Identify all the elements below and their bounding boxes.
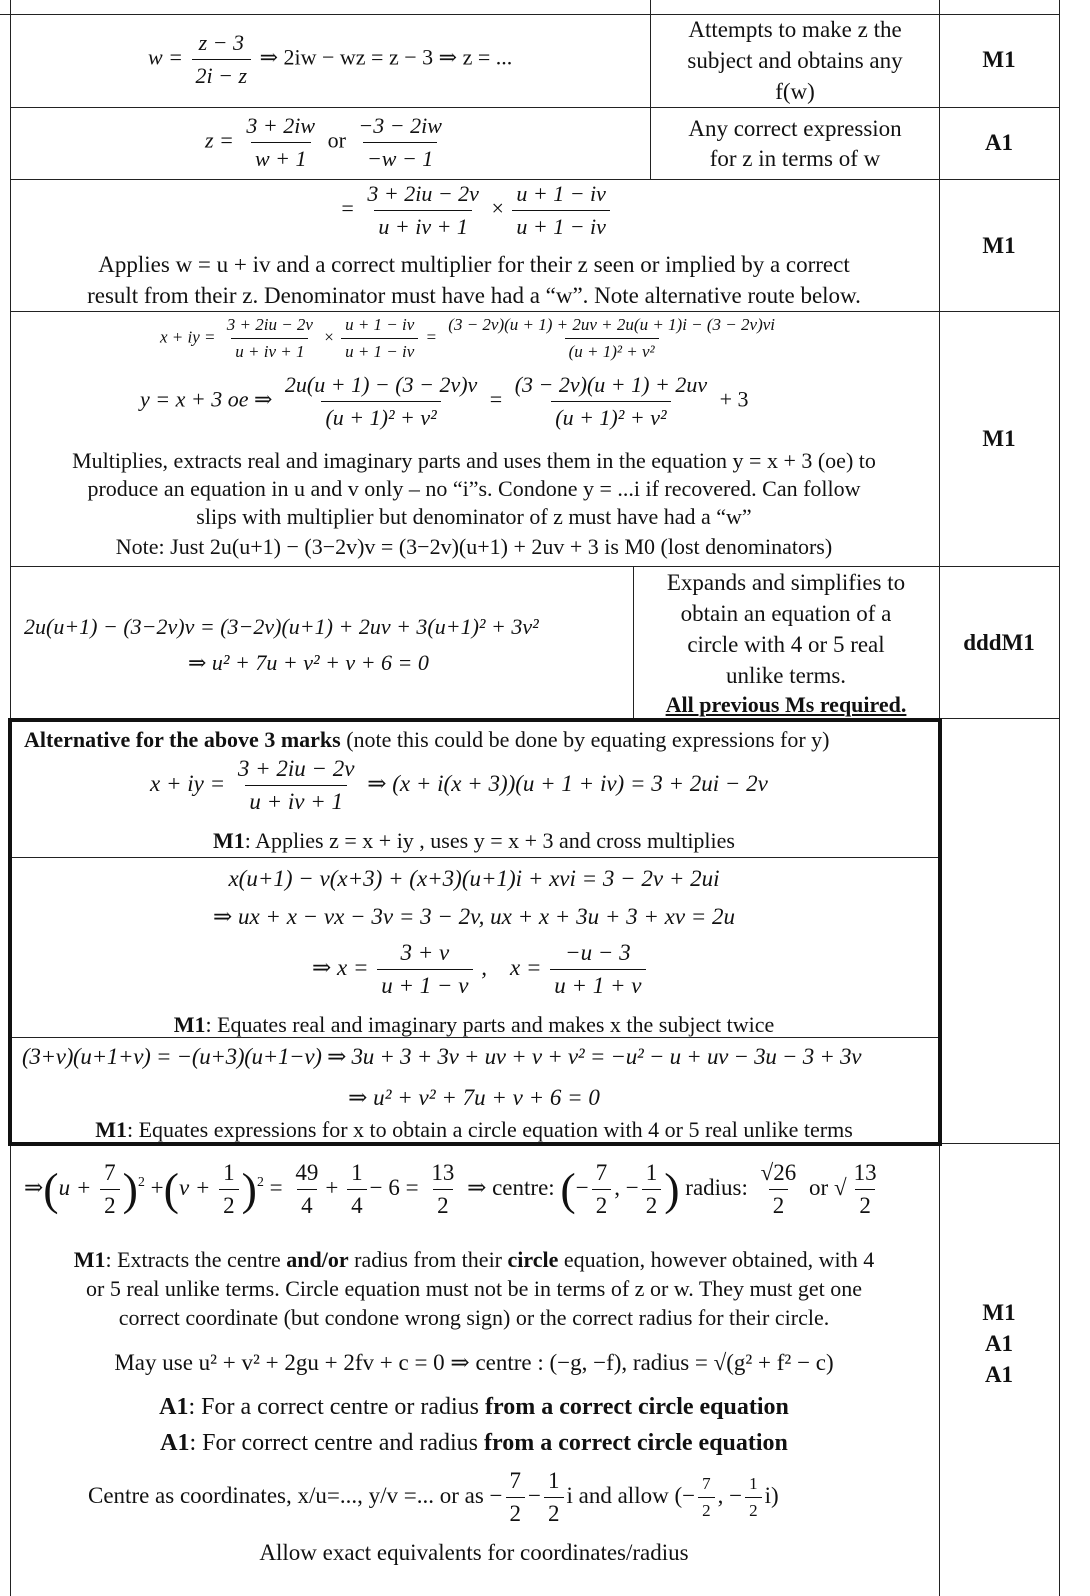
alt-m1a-note: M1: Applies z = x + iy , uses y = x + 3 and cross multiplies [213,828,735,853]
row3-note-line2: result from their z. Denominator must have had a “w”. Note alternative route below. [87,283,861,308]
row4-note-line3: slips with multiplier but denominator of z must have had a “w” [196,504,752,529]
row4-equation-small: x + iy = $\frac{3 + 2iu - 2v}{u + iv + 1}$ × $\frac{u + 1 - iv}{u + 1 - iv}$ = $\frac{(3 - 2v)(u + 1) + 2uv + 2u(u + 1)i - (3 - 2v)vi}{\text{(u + 1)² + v²}}$ [160,315,775,361]
final-m1-line3: correct coordinate (but condone wrong sign) or the correct radius for their circle. [118,1305,830,1330]
row5-equation-line2: ⇒ u² + 7u + v² + v + 6 = 0 [188,650,429,675]
row2-mark: A1 [984,130,1014,155]
row1-equation: w = $\frac{z - 3}{2i - z}$ ⇒ 2iw − wz = z − 3 ⇒ z = ... [148,30,513,88]
row2-equation: z = $\frac{3 + 2iw}{w + 1}$ or $\frac{-3 - 2iw}{-w - 1}$ [205,113,442,171]
row1-note-line1: Attempts to make z the [688,17,902,42]
final-m1-line2: or 5 real unlike terms. Circle equation must not be in terms of z or w. They must get one [86,1276,862,1301]
row4-note-line4: Note: Just 2u(u+1) − (3−2v)v = (3−2v)(u+1) + 2uv + 3 is M0 (lost denominators) [115,534,833,559]
row5-note-line5: All previous Ms required. [665,692,907,717]
row2-note-line1: Any correct expression [688,116,902,141]
row5-note-line1: Expands and simplifies to [666,570,906,595]
row4-note-line1: Multiplies, extracts real and imaginary parts and uses them in the equation y = x + 3 (oe) to [72,448,876,473]
final-a1a-note: A1: For a correct centre or radius from a correct circle equation [159,1394,789,1420]
row1-note-line2: subject and obtains any [687,48,903,73]
row5-note-line2: obtain an equation of a [680,601,892,626]
final-may-use: May use u² + v² + 2gu + 2fv + c = 0 ⇒ centre : (−g, −f), radius = √(g² + f² − c) [114,1350,834,1375]
row1-mark: M1 [982,47,1016,72]
row5-mark: dddM1 [963,630,1035,655]
row5-note-line4: unlike terms. [725,663,847,688]
row5-equation-line1: 2u(u+1) − (3−2v)v = (3−2v)(u+1) + 2uv + 3(u+1)² + 3v² [24,614,539,639]
row4-mark: M1 [982,426,1016,451]
final-centre-coords: Centre as coordinates, x/u=..., y/v =... or as − $\frac{7}{2}$ − $\frac{1}{2}$ i and allow (− $\frac{7}{2}$ , − $\frac{1}{2}$ i) [88,1468,779,1526]
row4-note-line2: produce an equation in u and v only – no “i”s. Condone y = ...i if recovered. Can follow [87,476,861,501]
row1-note-line3: f(w) [775,79,815,104]
alt-equation-5: (3+v)(u+1+v) = −(u+3)(u+1−v) ⇒ 3u + 3 + 3v + uv + v + v² = −u² − u + uv − 3u − 3 + 3v [22,1044,862,1069]
row3-equation: = $\frac{3 + 2iu - 2v}{u + iv + 1}$ × $\frac{u + 1 - iv}{u + 1 - iv}$ [340,181,613,240]
alt-equation-3: ⇒ ux + x − vx − 3v = 3 − 2v, ux + x + 3u + 3 + xv = 2u [212,904,736,929]
row4-equation: y = x + 3 oe ⇒ $\frac{2u(u + 1) - (3 - 2v)v}{\text{(u + 1)² + v²}}$ = $\frac{(3 - 2v)(u + 1) + 2uv}{\text{(u + 1)² + v²}}$ + 3 [140,372,749,430]
final-equation: ⇒(u + $\frac{7}{2}$ )$^2$ +(v + $\frac{1}{2}$ )$^2$ = $\frac{49}{4}$ + $\frac{1}{4}$ − 6 = $\frac{13}{2}$ ⇒ centre: (− $\frac{7}{2}$ , − $\frac{1}{2}$ ) radius: $\frac{√26}{2}$ or √ $\frac{13}{2}$ [24,1160,877,1218]
final-mark-m1: M1 [982,1300,1016,1325]
row2-note-line2: for z in terms of w [709,146,881,171]
alt-equation-1: x + iy = $\frac{3 + 2iu - 2v}{u + iv + 1}$ ⇒ (x + i(x + 3))(u + 1 + iv) = 3 + 2ui − 2v [150,756,768,814]
row3-mark: M1 [982,233,1016,258]
alt-equation-2: x(u+1) − v(x+3) + (x+3)(u+1)i + xvi = 3 − 2v + 2ui [228,866,720,891]
final-mark-a1-1: A1 [984,1331,1014,1356]
row5-note-line3: circle with 4 or 5 real [687,632,885,657]
final-exact: Allow exact equivalents for coordinates/radius [259,1540,689,1565]
final-a1b-note: A1: For correct centre and radius from a correct circle equation [160,1430,788,1456]
alt-equation-6: ⇒ u² + v² + 7u + v + 6 = 0 [348,1085,600,1110]
row3-note-line1: Applies w = u + iv and a correct multiplier for their z seen or implied by a correct [98,252,850,277]
final-m1-line1: M1: Extracts the centre and/or radius from their circle equation, however obtained, with 4 [73,1247,875,1272]
final-mark-a1-2: A1 [984,1362,1014,1387]
alt-heading: Alternative for the above 3 marks (note this could be done by equating expressions for y) [24,727,830,752]
alt-m1c-note: M1: Equates expressions for x to obtain a circle equation with 4 or 5 real unlike terms [95,1117,853,1142]
alt-m1b-note: M1: Equates real and imaginary parts and makes x the subject twice [173,1012,775,1037]
alt-equation-4: ⇒ x = $\frac{3 + v}{u + 1 - v}$ , x = $\frac{-u - 3}{u + 1 + v}$ [312,940,649,999]
